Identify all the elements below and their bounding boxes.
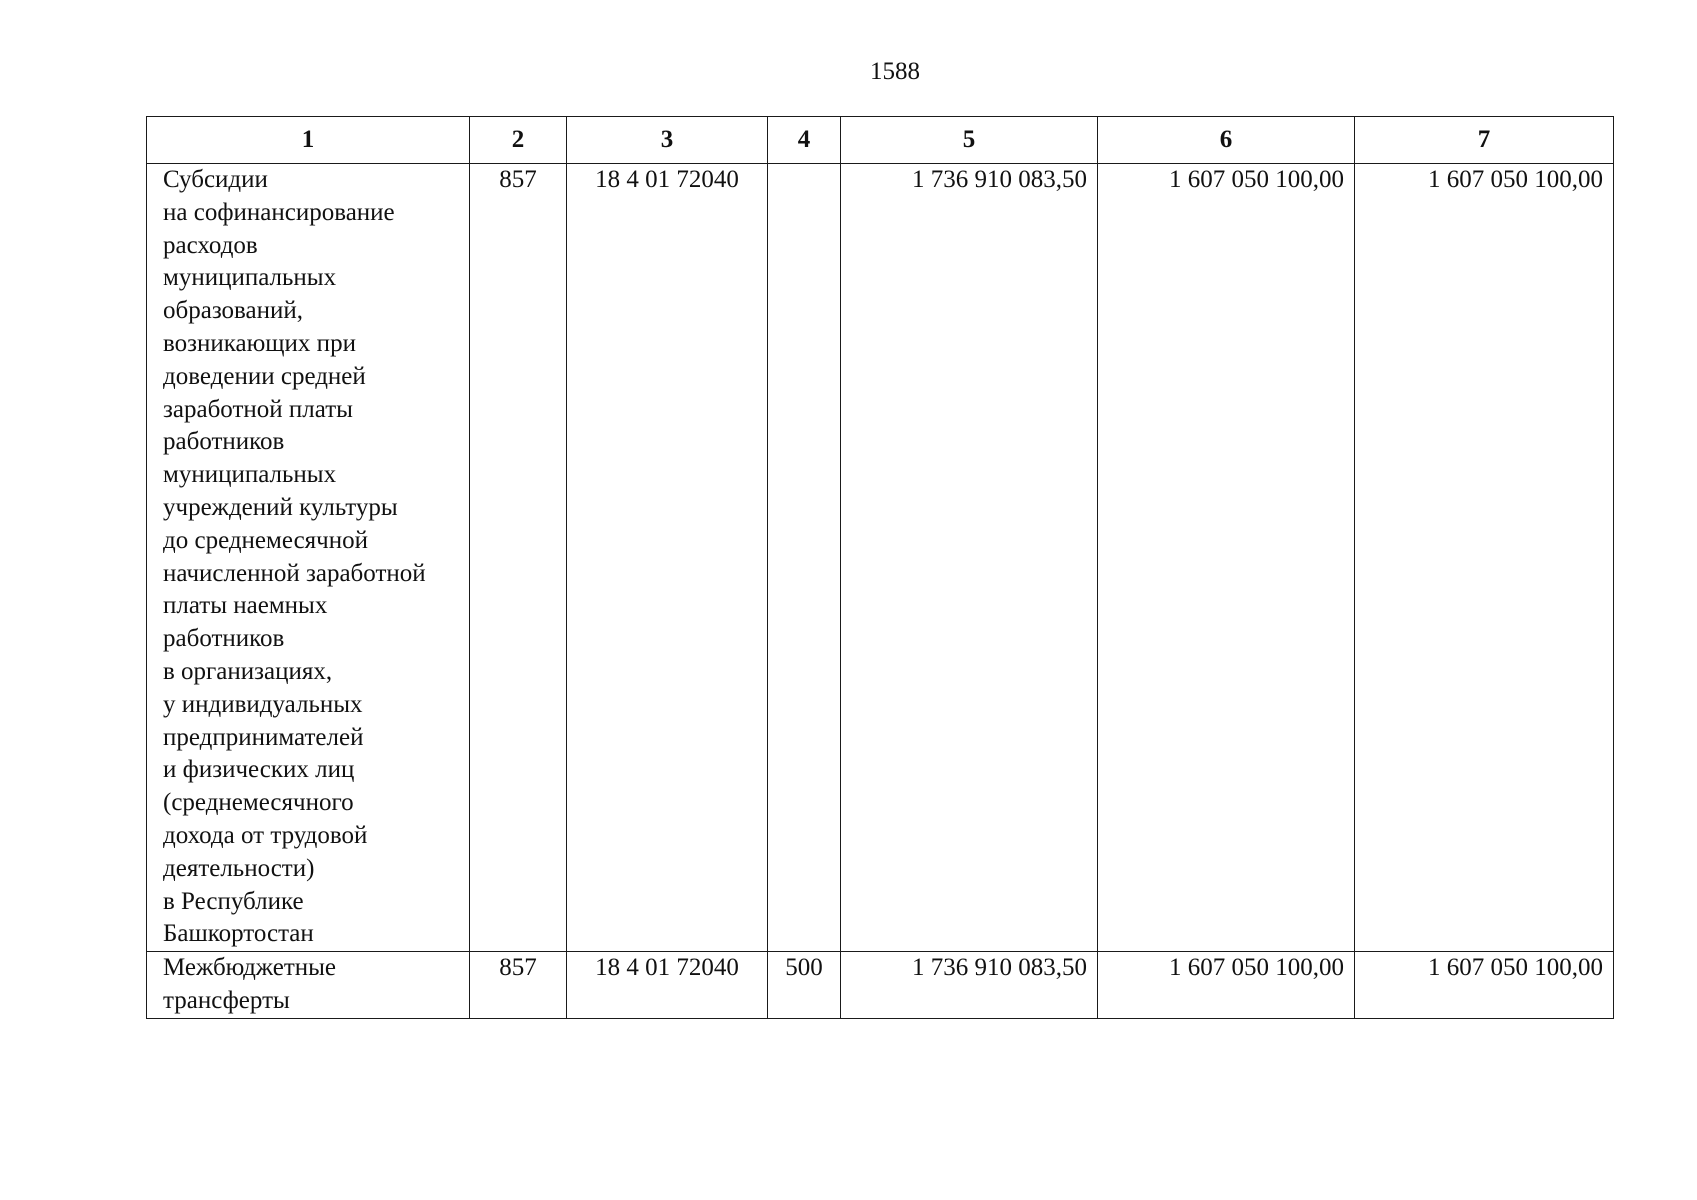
row-name-line: образований, (163, 297, 304, 325)
row-name-line: дохода от трудовой (163, 821, 368, 849)
row-name-line: до среднемесячной (163, 526, 368, 554)
header-row (147, 117, 1614, 164)
row-name-line: (среднемесячного (163, 789, 354, 817)
row-expense-type (768, 164, 841, 952)
row-name-line: работников (163, 625, 285, 653)
row-amount-year-2: 1 607 050 100,00 (1098, 164, 1355, 952)
row-admin-code: 857 (470, 952, 567, 1019)
row-amount-year-3: 1 607 050 100,00 (1355, 952, 1614, 1019)
row-amount-year-1: 1 736 910 083,50 (841, 952, 1098, 1019)
row-name-line: муниципальных (163, 461, 337, 489)
budget-table (146, 116, 1614, 1019)
row-name (163, 164, 465, 951)
row-amount-year-2: 1 607 050 100,00 (1098, 952, 1355, 1019)
row-target-article: 18 4 01 72040 (567, 952, 768, 1019)
row-name-line: Межбюджетные (163, 954, 337, 982)
row-name-line: Башкортостан (163, 920, 314, 948)
row-amount-year-1: 1 736 910 083,50 (841, 164, 1098, 952)
row-target-article: 18 4 01 72040 (567, 164, 768, 952)
row-name (163, 952, 465, 1018)
row-name-cell (147, 164, 470, 952)
row-name-line: на софинансирование (163, 198, 395, 226)
column-header-3: 3 (567, 117, 768, 164)
row-name-line: учреждений культуры (163, 493, 398, 521)
table-row-subsidies (147, 164, 1614, 952)
row-name-line: у индивидуальных (163, 690, 363, 718)
row-name-line: и физических лиц (163, 756, 355, 784)
row-name-line: в организациях, (163, 657, 333, 685)
row-expense-type: 500 (768, 952, 841, 1019)
row-name-line: трансферты (163, 986, 290, 1014)
column-header-7: 7 (1355, 117, 1614, 164)
row-name-line: Субсидии (163, 166, 268, 193)
row-name-line: работников (163, 428, 285, 456)
row-name-line: в Республике (163, 887, 304, 915)
row-name-line: платы наемных (163, 592, 328, 620)
page-number: 1588 (870, 58, 920, 85)
row-name-line: муниципальных (163, 264, 337, 292)
column-header-1: 1 (147, 117, 470, 164)
column-header-2: 2 (470, 117, 567, 164)
column-header-4: 4 (768, 117, 841, 164)
table-row-transfers (147, 952, 1614, 1019)
row-name-line: заработной платы (163, 395, 353, 423)
row-name-line: предпринимателей (163, 723, 364, 751)
column-header-5: 5 (841, 117, 1098, 164)
row-amount-year-3: 1 607 050 100,00 (1355, 164, 1614, 952)
row-name-line: деятельности) (163, 854, 315, 882)
row-name-line: расходов (163, 231, 258, 259)
row-name-cell (147, 952, 470, 1019)
row-name-line: начисленной заработной (163, 559, 426, 587)
row-name-line: доведении средней (163, 362, 366, 390)
column-header-6: 6 (1098, 117, 1355, 164)
row-name-line: возникающих при (163, 329, 356, 357)
row-admin-code: 857 (470, 164, 567, 952)
